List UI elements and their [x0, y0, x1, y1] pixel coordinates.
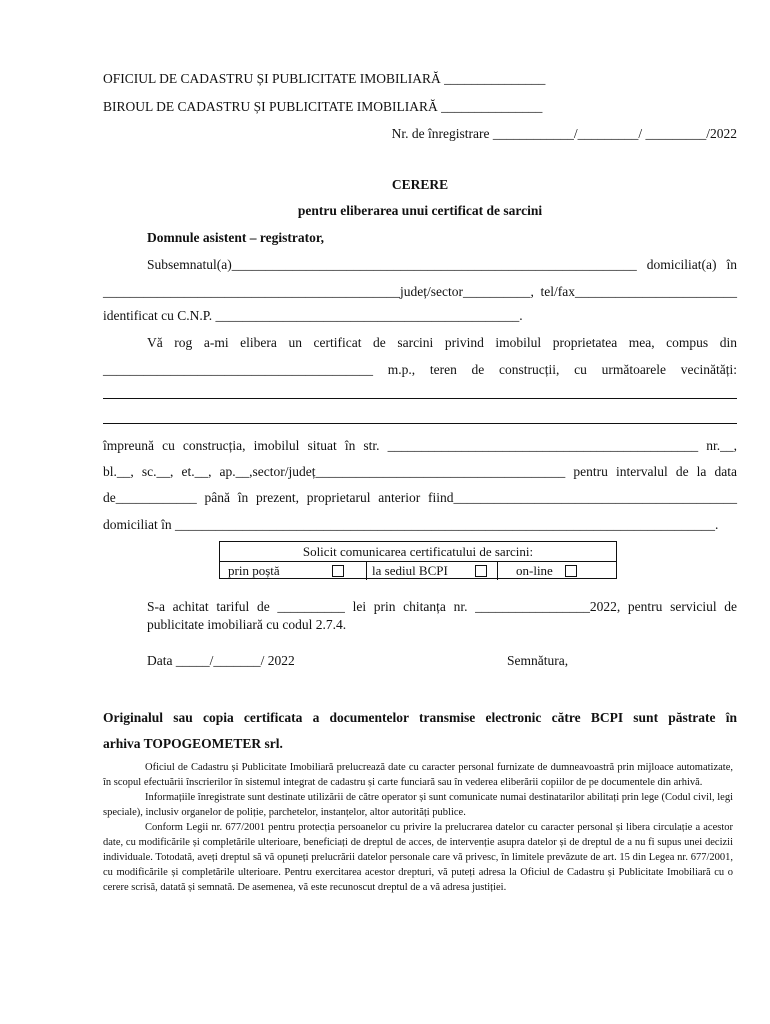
street-line: împreună cu construcția, imobilul situat în str. ______________________________________________ nr.__,: [103, 438, 737, 453]
delivery-method-table: [219, 541, 617, 579]
registration-number: Nr. de înregistrare ____________/_________/ _________/2022: [391, 126, 737, 141]
delivery-method-title: Solicit comunicarea certificatului de sarcini:: [220, 542, 616, 562]
neighbors-blank-line-1: [103, 386, 737, 403]
archive-notice-line-2: arhiva TOPOGEOMETER srl.: [103, 736, 283, 751]
cnp-line: identificat cu C.N.P. _____________________________________________.: [103, 308, 523, 323]
bureau-header-line: BIROUL DE CADASTRU ȘI PUBLICITATE IMOBILIARĂ _______________: [103, 99, 543, 114]
payment-line: S-a achitat tariful de __________ lei prin chitanța nr. _________________2022, pentru serviciul de: [147, 599, 737, 614]
payment-service-code: publicitate imobiliară cu codul 2.7.4.: [147, 617, 347, 632]
privacy-notice: [103, 760, 733, 895]
delivery-option-label: on-line: [516, 563, 553, 578]
building-line: bl.__, sc.__, et.__, ap.__,sector/județ_____________________________________ pentru intervalul de la data: [103, 464, 737, 479]
privacy-paragraph-2: Informațiile înregistrate sunt destinate utilizării de către operator și sunt comunicate numai destinatarilor abilitați prin lege (Codul civil, legi speciale), inclusiv organelor de poliție, parchetelor, instanțelor, altor autorități publice.: [103, 792, 733, 818]
table-divider: [366, 562, 367, 580]
applicant-name-line: Subsemnatul(a)____________________________________________________________ domiciliat(a) în: [147, 257, 737, 272]
online-checkbox[interactable]: [565, 565, 577, 577]
privacy-paragraph-3: Conform Legii nr. 677/2001 pentru protecția persoanelor cu privire la prelucrarea datelor cu caracter personal și libera circulație a acestor date, cu modificările și completările ulterioare, beneficiați de dreptul de acces, de intervenție asupra datelor și de dreptul de a nu fi supus unei decizii individuale. Totodată, aveți dreptul să vă opuneți prelucrării datelor personale care vă privesc, în limitele prevăzute de art. 15 din Legea nr. 677/2001, cu modificările și completările ulterioare. Pentru exercitarea acestor drepturi, vă puteți adresa la Oficiul de Cadastru și Publicitate Imobiliară cu o cerere scrisă, datată și semnată. De asemenea, vă este recunoscut dreptul de a vă adresa justiției.: [103, 822, 733, 893]
delivery-option-label: la sediul BCPI: [372, 563, 448, 578]
office-checkbox[interactable]: [475, 565, 487, 577]
area-line: ________________________________________ m.p., teren de construcții, cu următoarele vecinătăți:: [103, 362, 737, 377]
delivery-option-label: prin poștă: [228, 563, 280, 578]
delivery-option-post[interactable]: [228, 562, 280, 580]
table-divider: [497, 562, 498, 580]
delivery-option-online[interactable]: [516, 562, 553, 580]
owner-domicile-line: domiciliat în ________________________________________________________________________________.: [103, 517, 719, 532]
office-header-line: OFICIUL DE CADASTRU ȘI PUBLICITATE IMOBILIARĂ _______________: [103, 71, 546, 86]
previous-owner-line: de____________ până în prezent, proprietarul anterior fiind__________________________________________: [103, 490, 737, 505]
date-field: Data _____/_______/ 2022: [147, 653, 295, 668]
delivery-option-office[interactable]: [372, 562, 448, 580]
form-title: CERERE: [391, 177, 449, 192]
request-line: Vă rog a-mi elibera un certificat de sarcini privind imobilul proprietatea mea, compus din: [147, 335, 737, 350]
post-checkbox[interactable]: [332, 565, 344, 577]
privacy-paragraph-1: Oficiul de Cadastru și Publicitate Imobiliară prelucrează date cu caracter personal furnizate de dumneavoastră prin mijloace automatizate, în scopul efectuării înscrierilor în sistemul integrat de cadastru și carte funciară sau în vederea eliberării copiilor de pe documentele din arhivă.: [103, 762, 733, 788]
form-subtitle: pentru eliberarea unui certificat de sarcini: [297, 203, 543, 218]
address-line: ____________________________________________județ/sector__________, tel/fax________________________: [103, 284, 737, 299]
salutation: Domnule asistent – registrator,: [147, 230, 324, 245]
neighbors-blank-line-2: [103, 411, 737, 428]
archive-notice-line-1: Originalul sau copia certificata a documentelor transmise electronic către BCPI sunt păstrate în: [103, 710, 737, 725]
signature-field: Semnătura,: [507, 653, 569, 668]
